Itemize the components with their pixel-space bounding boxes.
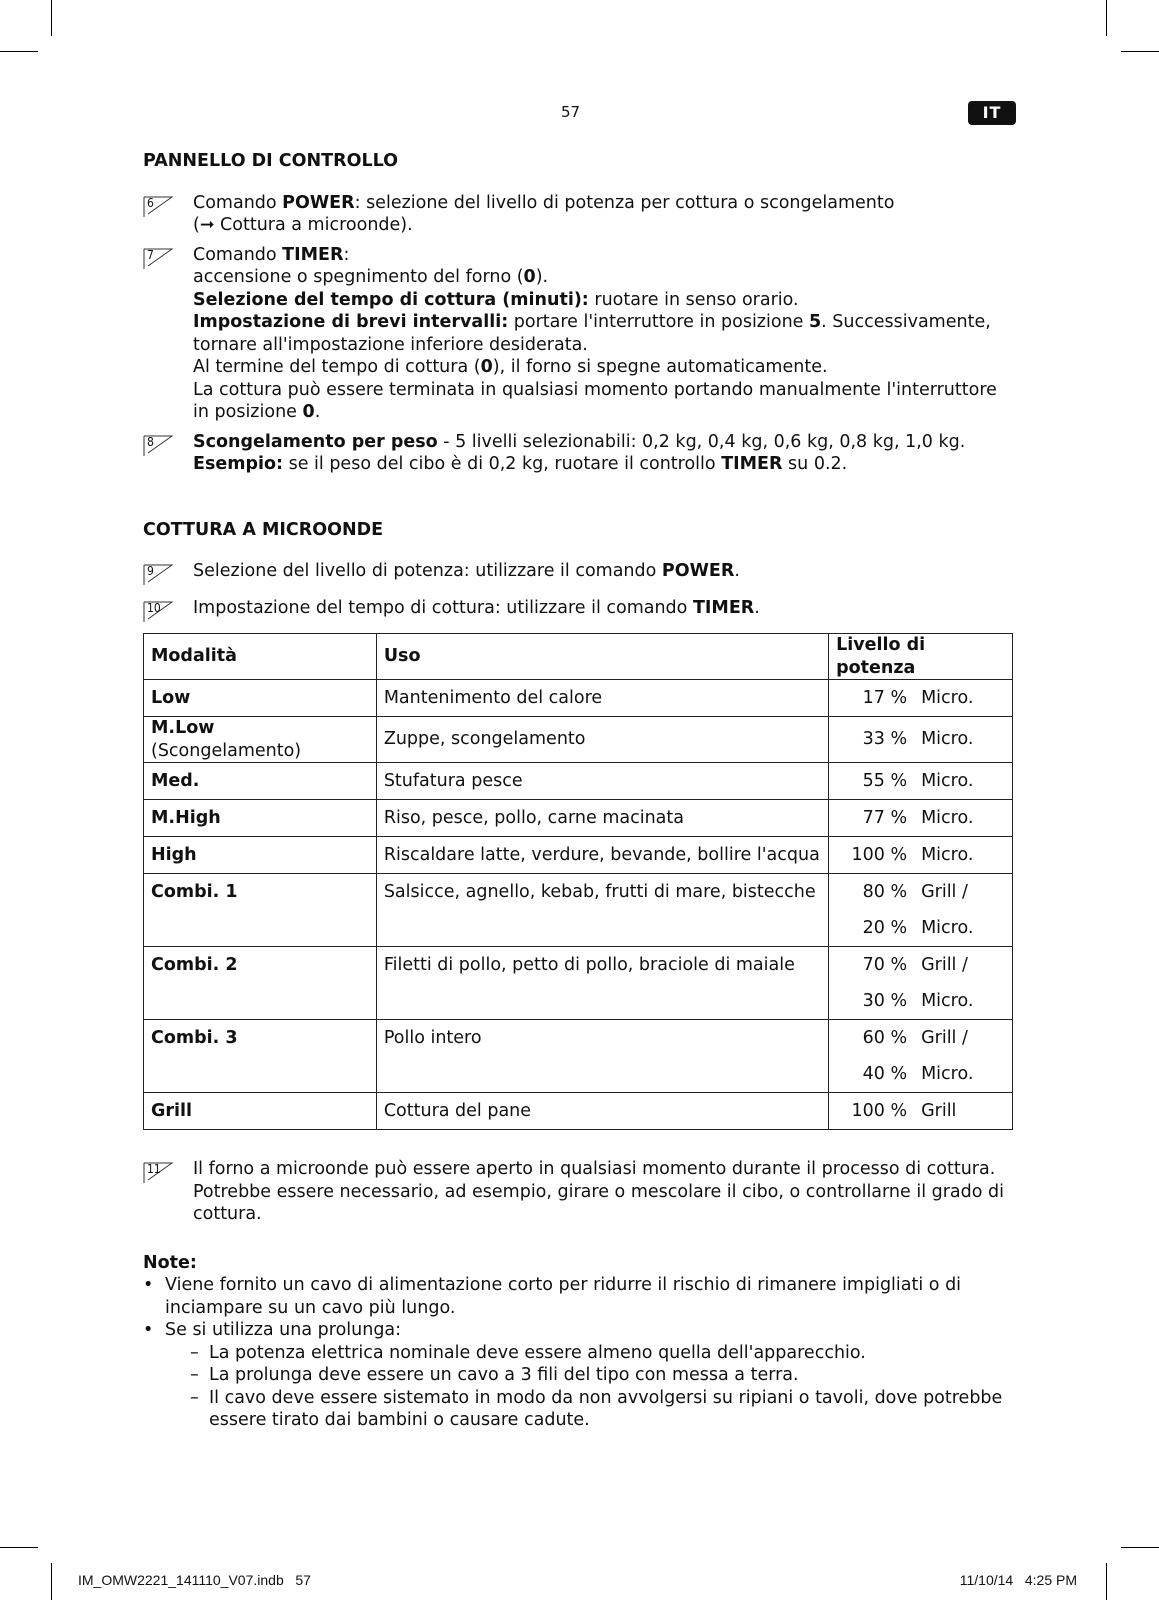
bold-text: TIMER bbox=[692, 597, 755, 618]
text: . Successivamente, tornare all'impostazione inferiore desiderata. bbox=[193, 312, 991, 355]
power-percent: 55 % bbox=[862, 770, 908, 791]
item-8 bbox=[143, 431, 1013, 476]
bold-text: Impostazione di brevi intervalli: bbox=[193, 312, 509, 332]
power-level-entry bbox=[829, 1093, 1012, 1129]
text: Al termine del tempo di cottura ( bbox=[193, 357, 481, 377]
page-content bbox=[143, 150, 1013, 1432]
use-cell: Salsicce, agnello, kebab, frutti di mare, bistecche bbox=[376, 874, 828, 947]
note-item: • Viene fornito un cavo di alimentazione corto per ridurre il rischio di rimanere impigliati o di inciampare su un cavo più lungo. bbox=[143, 1274, 1013, 1319]
mode-cell bbox=[144, 680, 377, 717]
item-7 bbox=[143, 244, 1013, 424]
item-line bbox=[193, 214, 1013, 237]
power-mode: Grill bbox=[921, 1100, 957, 1121]
bold-text: TIMER bbox=[721, 454, 783, 474]
text: . bbox=[754, 597, 760, 618]
mode-name: Combi. 1 bbox=[151, 882, 238, 902]
section-title-microwave-cooking: COTTURA A MICROONDE bbox=[143, 519, 384, 540]
text: Comando bbox=[193, 192, 283, 213]
mode-cell bbox=[144, 717, 377, 763]
power-level-entry bbox=[829, 837, 1012, 873]
mode-cell bbox=[144, 1093, 377, 1130]
power-level-cell bbox=[829, 1093, 1013, 1130]
power-level-entry bbox=[829, 947, 1012, 983]
power-percent: 100 % bbox=[851, 844, 908, 865]
use-cell: Pollo intero bbox=[376, 1020, 828, 1093]
mode-cell bbox=[144, 800, 377, 837]
bold-text: POWER bbox=[661, 561, 735, 581]
power-level-entry bbox=[829, 722, 1012, 758]
reference-tag bbox=[143, 1160, 173, 1184]
item-line bbox=[193, 266, 1013, 289]
power-level-table bbox=[143, 633, 1013, 1130]
mode-cell bbox=[144, 947, 377, 1020]
text: La cottura può essere terminata in qualsiasi momento portando manualmente l'interruttore in posizione bbox=[193, 379, 997, 422]
crop-mark bbox=[51, 0, 52, 36]
bold-text: 0 bbox=[302, 402, 315, 422]
power-percent: 17 % bbox=[862, 687, 908, 708]
use-cell: Stufatura pesce bbox=[376, 763, 828, 800]
extension-cord-list bbox=[143, 1342, 1013, 1432]
power-percent: 33 % bbox=[862, 729, 908, 750]
item-10 bbox=[143, 597, 1013, 620]
bold-text: Scongelamento per peso bbox=[193, 431, 438, 452]
text: . bbox=[734, 561, 740, 581]
use-cell: Cottura del pane bbox=[376, 1093, 828, 1130]
use-cell: Mantenimento del calore bbox=[376, 680, 828, 717]
item-9 bbox=[143, 560, 1013, 583]
power-level-cell bbox=[829, 1020, 1013, 1093]
table-header-power-level: Livello di potenza bbox=[829, 634, 1013, 680]
crop-mark bbox=[1106, 1563, 1107, 1600]
text: Impostazione del tempo di cottura: utilizzare il comando bbox=[193, 597, 693, 618]
table-row bbox=[144, 717, 1013, 763]
crop-mark bbox=[1106, 0, 1107, 36]
crop-mark bbox=[1121, 1547, 1159, 1548]
bold-text: TIMER bbox=[282, 244, 344, 265]
reference-tag-number: 11 bbox=[147, 1162, 161, 1176]
power-mode: Micro. bbox=[921, 807, 974, 828]
mode-name: Combi. 3 bbox=[151, 1028, 238, 1048]
mode-cell bbox=[144, 874, 377, 947]
power-mode: Grill / bbox=[921, 954, 968, 975]
power-level-entry bbox=[829, 680, 1012, 716]
power-level-cell bbox=[829, 680, 1013, 717]
text: : bbox=[343, 244, 350, 265]
power-level-cell bbox=[829, 837, 1013, 874]
mode-name: M.High bbox=[151, 807, 221, 828]
table-row bbox=[144, 947, 1013, 1020]
power-percent: 77 % bbox=[862, 807, 908, 828]
mode-name: High bbox=[151, 844, 197, 865]
table-row bbox=[144, 800, 1013, 837]
bold-text: 0 bbox=[523, 267, 536, 287]
footer-file-info: IM_OMW2221_141110_V07.indb 57 bbox=[78, 1572, 311, 1588]
reference-tag-number: 6 bbox=[147, 195, 154, 210]
power-mode: Micro. bbox=[921, 917, 974, 938]
crop-mark bbox=[0, 1547, 38, 1548]
item-line bbox=[193, 244, 1013, 267]
power-mode: Micro. bbox=[921, 1063, 974, 1084]
item-line bbox=[193, 453, 1013, 476]
reference-tag bbox=[143, 246, 173, 270]
mode-name: Grill bbox=[151, 1100, 192, 1121]
use-cell: Riso, pesce, pollo, carne macinata bbox=[376, 800, 828, 837]
microwave-cooking-list bbox=[143, 560, 1013, 619]
reference-tag-number: 7 bbox=[147, 247, 154, 262]
bold-text: 5 bbox=[808, 312, 822, 332]
reference-tag-number: 10 bbox=[147, 600, 161, 615]
text: Comando bbox=[193, 244, 283, 265]
text: accensione o spegnimento del forno ( bbox=[193, 267, 524, 287]
power-mode: Micro. bbox=[921, 844, 974, 865]
text: : selezione del livello di potenza per cottura o scongelamento bbox=[354, 192, 895, 213]
power-mode: Micro. bbox=[921, 990, 974, 1011]
crop-mark bbox=[0, 51, 38, 52]
text: - 5 livelli selezionabili: 0,2 kg, 0,4 kg, 0,6 kg, 0,8 kg, 1,0 kg. bbox=[437, 431, 966, 452]
power-level-cell bbox=[829, 763, 1013, 800]
power-mode: Grill / bbox=[921, 881, 968, 902]
power-level-entry bbox=[829, 763, 1012, 799]
item-line bbox=[193, 597, 1013, 620]
notes-title: Note: bbox=[143, 1252, 197, 1273]
table-header-mode: Modalità bbox=[144, 634, 377, 680]
text: ruotare in senso orario. bbox=[588, 289, 799, 310]
item-line bbox=[193, 379, 1013, 424]
text: su 0.2. bbox=[782, 454, 848, 474]
table-row bbox=[144, 874, 1013, 947]
reference-tag-number: 8 bbox=[147, 434, 154, 449]
note-item: • Se si utilizza una prolunga: bbox=[143, 1319, 1013, 1342]
mode-name: Low bbox=[151, 687, 191, 708]
reference-tag bbox=[143, 194, 173, 218]
power-level-cell bbox=[829, 800, 1013, 837]
use-cell: Zuppe, scongelamento bbox=[376, 717, 828, 763]
power-level-entry bbox=[829, 1056, 1012, 1092]
mode-name: Med. bbox=[151, 770, 200, 791]
item-line bbox=[193, 192, 1013, 215]
power-percent: 40 % bbox=[862, 1063, 908, 1084]
text: ). bbox=[535, 267, 549, 287]
power-level-entry bbox=[829, 800, 1012, 836]
power-percent: 80 % bbox=[862, 881, 908, 902]
notes-list bbox=[143, 1274, 1013, 1342]
power-mode: Micro. bbox=[921, 729, 974, 750]
text: Selezione del livello di potenza: utilizzare il comando bbox=[193, 561, 662, 581]
item-line bbox=[193, 311, 1013, 356]
power-level-entry bbox=[829, 910, 1012, 946]
power-level-entry bbox=[829, 983, 1012, 1019]
reference-tag bbox=[143, 433, 173, 457]
bold-text: Esempio: bbox=[193, 454, 284, 474]
bold-text: POWER bbox=[282, 192, 355, 213]
bold-text: 0 bbox=[480, 357, 493, 377]
power-percent: 100 % bbox=[851, 1100, 908, 1121]
item-11 bbox=[143, 1158, 1013, 1226]
section-title-control-panel: PANNELLO DI CONTROLLO bbox=[143, 151, 398, 171]
crop-mark bbox=[51, 1563, 52, 1600]
item-6 bbox=[143, 192, 1013, 237]
power-mode: Micro. bbox=[921, 770, 974, 791]
power-mode: Micro. bbox=[921, 687, 974, 708]
mode-name: M.Low bbox=[151, 718, 215, 738]
power-level-entry bbox=[829, 1020, 1012, 1056]
table-row bbox=[144, 1020, 1013, 1093]
extension-cord-item: – La potenza elettrica nominale deve essere almeno quella dell'apparecchio. bbox=[143, 1342, 1013, 1365]
text: se il peso del cibo è di 0,2 kg, ruotare il controllo bbox=[283, 454, 722, 474]
table-row bbox=[144, 1093, 1013, 1130]
mode-note: (Scongelamento) bbox=[151, 740, 302, 761]
power-percent: 20 % bbox=[862, 917, 908, 938]
use-cell: Riscaldare latte, verdure, bevande, bollire l'acqua bbox=[376, 837, 828, 874]
mode-cell bbox=[144, 837, 377, 874]
item-line bbox=[193, 560, 1013, 583]
bold-text: Selezione del tempo di cottura (minuti): bbox=[193, 289, 589, 310]
use-cell: Filetti di pollo, petto di pollo, braciole di maiale bbox=[376, 947, 828, 1020]
reference-tag bbox=[143, 562, 173, 586]
table-header-use: Uso bbox=[376, 634, 828, 680]
mode-cell bbox=[144, 1020, 377, 1093]
crop-mark bbox=[1121, 51, 1159, 52]
footer-timestamp: 11/10/14 4:25 PM bbox=[959, 1572, 1077, 1588]
item-line bbox=[193, 356, 1013, 379]
power-percent: 60 % bbox=[862, 1027, 908, 1048]
text: . bbox=[314, 402, 321, 422]
text: portare l'interruttore in posizione bbox=[508, 312, 809, 332]
extension-cord-item: – La prolunga deve essere un cavo a 3 fili del tipo con messa a terra. bbox=[143, 1364, 1013, 1387]
item-11-text: Il forno a microonde può essere aperto in qualsiasi momento durante il processo di cottura. Potrebbe essere necessario, ad esempio, girare o mescolare il cibo, o controllarne il grado di cottura. bbox=[193, 1159, 1004, 1224]
reference-tag bbox=[143, 599, 173, 623]
mode-cell bbox=[144, 763, 377, 800]
power-mode: Grill / bbox=[921, 1027, 968, 1048]
power-level-cell bbox=[829, 947, 1013, 1020]
item-line bbox=[193, 289, 1013, 312]
reference-tag-number: 9 bbox=[147, 564, 154, 578]
table-row bbox=[144, 680, 1013, 717]
text: (➞ Cottura a microonde). bbox=[193, 215, 413, 235]
power-level-cell bbox=[829, 717, 1013, 763]
extension-cord-item: – Il cavo deve essere sistemato in modo da non avvolgersi su ripiani o tavoli, dove potrebbe essere tirato dai bambini o causare cadute. bbox=[143, 1387, 1013, 1432]
language-badge: IT bbox=[968, 101, 1016, 125]
power-percent: 70 % bbox=[862, 954, 908, 975]
power-level-entry bbox=[829, 874, 1012, 910]
text: ), il forno si spegne automaticamente. bbox=[492, 357, 828, 377]
table-row bbox=[144, 763, 1013, 800]
control-panel-list bbox=[143, 192, 1013, 476]
power-level-cell bbox=[829, 874, 1013, 947]
power-percent: 30 % bbox=[862, 990, 908, 1011]
table-row bbox=[144, 837, 1013, 874]
mode-name: Combi. 2 bbox=[151, 955, 238, 975]
page-number: 57 bbox=[561, 103, 581, 121]
item-line bbox=[193, 431, 1013, 454]
